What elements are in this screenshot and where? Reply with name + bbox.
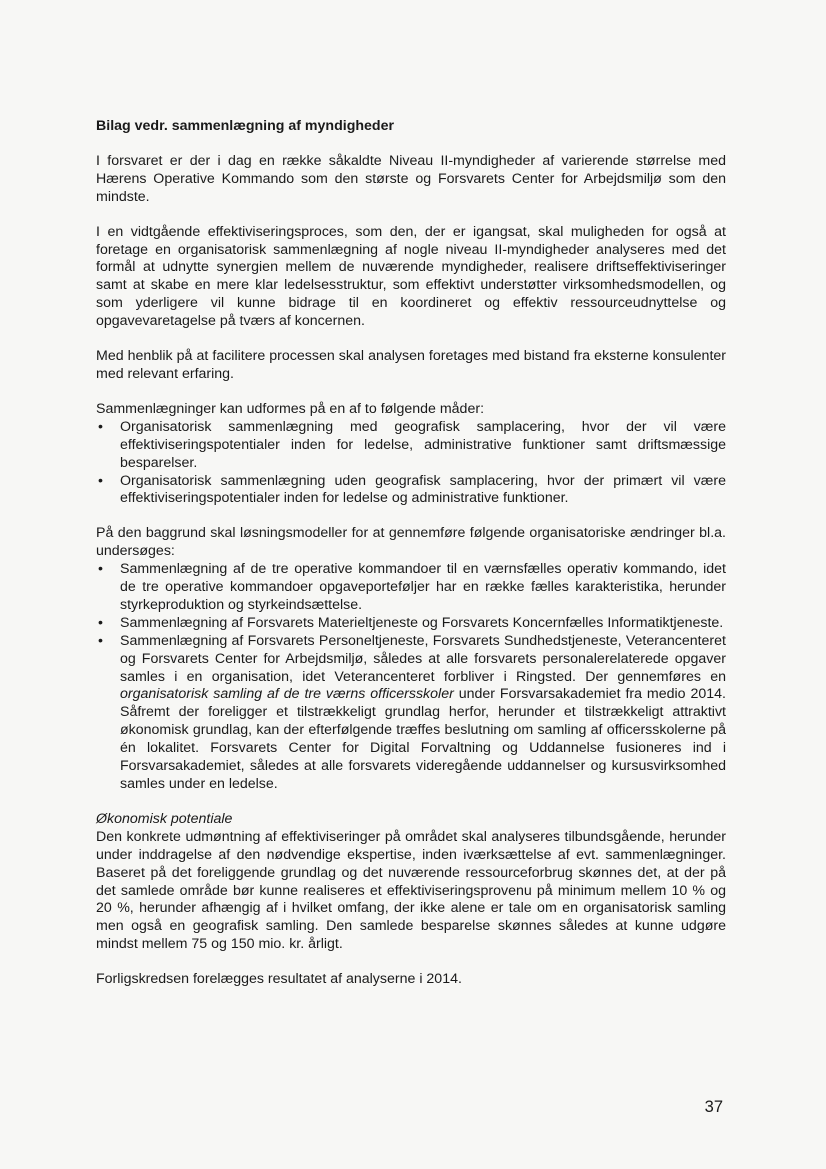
list-item bbox=[96, 633, 726, 794]
emphasis-text: organisatorisk samling af de tre værns officersskoler bbox=[120, 686, 454, 703]
list-merger-types-lead: Sammenlægninger kan udformes på en af to følgende måder: bbox=[96, 400, 485, 417]
subheading-economic-potential: Økonomisk potentiale bbox=[96, 810, 233, 827]
list-organisational-changes bbox=[96, 561, 726, 794]
paragraph-economic-potential: Den konkrete udmøntning af effektiviseringer på området skal analyseres tilbundsgående, herunder under inddragelse af den nødvendige ekspertise, inden iværksættelse af evt. sammenlægninger. Baseret på det foreliggende grundlag og det nuværende ressourceforbrug skønnes det, at der på det samlede område bør kunne realiseres et effektiviseringsprovenu på minimum mellem 10 % og 20 %, herunder afhængig af i hvilket omfang, der ikke alene er tale om en organisatorisk samling men også en geografisk samling. Den samlede besparelse skønnes således at kunne udgøre mindst mellem 75 og 150 mio. kr. årligt. bbox=[96, 828, 726, 953]
page-heading: Bilag vedr. sammenlægning af myndigheder bbox=[96, 118, 395, 134]
list-item: • Organisatorisk sammenlægning uden geografisk samplacering, hvor der primært vil være effektiviseringspotentialer inden for ledelse og administrative funktioner. bbox=[96, 473, 726, 509]
list-item-text: under Forsvarsakademiet fra medio 2014. Såfremt der foreligger et tilstrækkeligt grundlag herfor, herunder et tilstrækkeligt attraktivt økonomisk grundlag, kan der efterfølgende træffes beslutning om samling af officersskolerne på én lokalitet. Forsvarets Center for Digital Forvaltning og Uddannelse fusioneres ind i Forsvarsakademiet, således at alle forsvarets videregående uddannelser og kursusvirksomhed samles under en ledelse. bbox=[120, 686, 726, 792]
paragraph-consultants: Med henblik på at facilitere processen skal analysen foretages med bistand fra eksterne konsulenter med relevant erfaring. bbox=[96, 348, 726, 382]
list-item: • Organisatorisk sammenlægning med geografisk samplacering, hvor der vil være effektiviseringspotentialer inden for ledelse, administrative funktioner samt driftsmæssige besparelser. bbox=[96, 419, 726, 473]
paragraph-efficiency-process: I en vidtgående effektiviseringsproces, som den, der er igangsat, skal muligheden for også at foretage en organisatorisk sammenlægning af nogle niveau II-myndigheder analyseres med det formål at udnytte synergien mellem de nuværende myndigheder, realisere driftseffektiviseringer samt at skabe en mere klar ledelsesstruktur, som effektivt understøtter virksomhedsmodellen, og som yderligere vil kunne bidrage til en koordineret og effektiv ressourceudnyttelse og opgavevaretagelse på tværs af koncernen. bbox=[96, 223, 726, 330]
document-body bbox=[96, 118, 726, 1006]
list-item: • Sammenlægning af de tre operative kommandoer til en værnsfælles operativ kommando, idet de tre operative kommandoer opgaveporteføljer har en række fælles karakteristika, herunder styrkeproduktion og styrkeindsættelse. bbox=[96, 561, 726, 615]
list-changes-lead: På den baggrund skal løsningsmodeller for at gennemføre følgende organisatoriske ændringer bl.a. undersøges: bbox=[96, 525, 726, 560]
list-item-text: Sammenlægning af Forsvarets Personeltjeneste, Forsvarets Sundhedstjeneste, Veterancenteret og Forsvarets Center for Arbejdsmiljø, således at alle forsvarets personalerelaterede opgaver samles i en organisation, idet Veterancenteret forbliver i Ringsted. Der gennemføres en bbox=[120, 632, 726, 685]
list-item: • Sammenlægning af Forsvarets Materieltjeneste og Forsvarets Koncernfælles Informatiktjeneste. bbox=[96, 615, 726, 633]
paragraph-conclusion: Forligskredsen forelægges resultatet af analyserne i 2014. bbox=[96, 971, 462, 988]
list-merger-types bbox=[96, 419, 726, 509]
paragraph-intro: I forsvaret er der i dag en række såkaldte Niveau II-myndigheder af varierende størrelse med Hærens Operative Kommando som den største og Forsvarets Center for Arbejdsmiljø som den mindste. bbox=[96, 152, 726, 205]
page-number: 37 bbox=[704, 1098, 723, 1116]
